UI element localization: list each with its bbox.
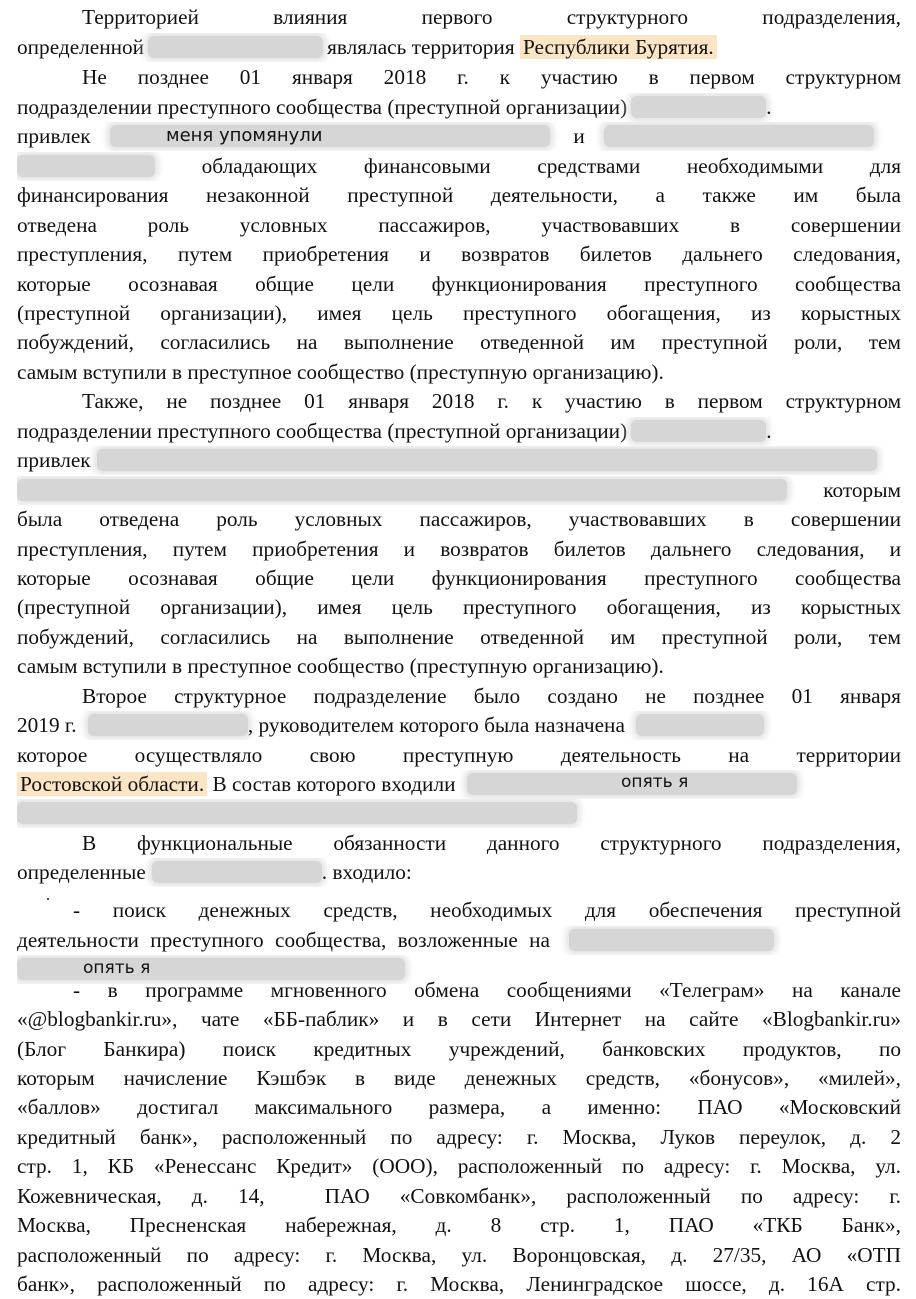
word: деятельность <box>560 743 681 767</box>
word: осуществляло <box>134 743 263 767</box>
bullet2-line-1 <box>17 976 901 1005</box>
redaction <box>152 861 322 883</box>
word: подразделения, <box>762 5 901 29</box>
p2-line-7 <box>17 240 901 269</box>
text: привлек <box>17 124 91 148</box>
overlay-again-me-2: опять я <box>83 958 151 978</box>
text: обладающих финансовыми средствами необходимыми для <box>201 154 901 178</box>
p2-line-10 <box>17 328 901 357</box>
text: - в программе мгновенного обмена сообщениями «Телеграм» на канале <box>73 978 901 1002</box>
redaction <box>17 155 155 177</box>
word: не <box>166 389 188 413</box>
word: Также, <box>82 389 144 413</box>
word: позднее <box>210 389 282 413</box>
p3-line-2: подразделении преступного сообщества (преступной организации) . <box>17 419 772 443</box>
redaction <box>17 479 787 501</box>
text: банк», расположенный по адресу: г. Москва, Ленинградское шоссе, д. 16А стр. <box>17 1272 901 1296</box>
p3-line-10 <box>17 652 901 681</box>
word: участию <box>565 389 642 413</box>
text: самым вступили в преступное сообщество (преступную организацию). <box>17 654 664 678</box>
text: самым вступили в преступное сообщество (преступную организацию). <box>17 360 664 384</box>
word: Второе <box>82 684 147 708</box>
bullet2-line-2 <box>17 1005 901 1034</box>
bullet2-line-3 <box>17 1035 901 1064</box>
p2-line-3 <box>17 122 901 151</box>
p3-line-9 <box>17 623 901 652</box>
text: подразделении преступного сообщества (преступной организации) <box>17 95 628 119</box>
text: преступления, путем приобретения и возвратов билетов дальнего следования, <box>17 242 901 266</box>
p2-line-8 <box>17 270 901 299</box>
text: . входило: <box>321 860 412 884</box>
text: В функциональные обязанности данного структурного подразделения, <box>82 831 901 855</box>
bullet2-line-8 <box>17 1182 901 1211</box>
text: , руководителем которого была назначена <box>247 713 625 737</box>
p5-line-2 <box>17 858 901 887</box>
p3-line-8 <box>17 593 901 622</box>
word: структурное <box>174 684 287 708</box>
text: В состав которого входили <box>212 772 456 796</box>
p2-line-9 <box>17 299 901 328</box>
bullet2-line-10 <box>17 1241 901 1270</box>
word: позднее <box>137 65 209 89</box>
text: которым <box>823 478 901 502</box>
text: побуждений, согласились на выполнение отведенной им преступной роли, тем <box>17 625 901 649</box>
word: создано <box>547 684 618 708</box>
bullet2-line-11 <box>17 1270 901 1299</box>
text: преступления, путем приобретения и возвратов билетов дальнего следования, и <box>17 537 901 561</box>
p2-line-6 <box>17 211 901 240</box>
p4-line-3 <box>17 741 901 770</box>
text: - поиск денежных средств, необходимых для обеспечения преступной <box>73 898 901 922</box>
p4-line-2 <box>17 711 901 740</box>
text: Кожевническая, д. 14, ПАО «Совкомбанк», расположенный по адресу: г. <box>17 1184 901 1208</box>
word: влияния <box>273 5 348 29</box>
p2-line-5 <box>17 181 901 210</box>
text: которые осознавая общие цели функционирования преступного сообщества <box>17 272 901 296</box>
word: свою <box>309 743 356 767</box>
text: определенной <box>17 35 145 59</box>
overlay-mentioned-me: меня упомянули <box>166 125 323 146</box>
text: (Блог Банкира) поиск кредитных учреждений, банковских продуктов, по <box>17 1037 901 1061</box>
p3-line-6 <box>17 535 901 564</box>
p2-line-4 <box>17 152 901 181</box>
text: деятельности преступного сообщества, возложенные на <box>17 928 550 952</box>
text: стр. 1, КБ «Ренессанс Кредит» (ООО), расположенный по адресу: г. Москва, ул. <box>17 1154 901 1178</box>
p3-line-3 <box>17 446 901 475</box>
redaction <box>631 420 766 442</box>
p2-line-2: подразделении преступного сообщества (преступной организации) . <box>17 95 772 119</box>
text: 2019 г. <box>17 713 77 737</box>
text: финансирования незаконной преступной деятельности, а также им была <box>17 183 901 207</box>
word: 2018 <box>431 389 475 413</box>
word: структурном <box>785 65 901 89</box>
p4-line-5 <box>17 799 901 828</box>
word: подразделение <box>313 684 447 708</box>
word: первом <box>697 389 763 413</box>
word: Территорией <box>82 5 199 29</box>
word: к <box>531 389 543 413</box>
word: на <box>728 743 750 767</box>
highlight-rostov: Ростовской области. <box>17 772 207 796</box>
text: которые осознавая общие цели функционирования преступного сообщества <box>17 566 901 590</box>
p2-line-11 <box>17 358 901 387</box>
word: 01 <box>239 65 262 89</box>
text: и <box>573 124 585 148</box>
bullet2-line-4 <box>17 1064 901 1093</box>
p1-line-2 <box>17 33 901 62</box>
redaction <box>631 96 766 118</box>
p3-line-5 <box>17 505 901 534</box>
p4-line-4 <box>17 770 901 799</box>
word: 01 <box>791 684 813 708</box>
bullet1-line-2 <box>17 926 901 955</box>
text: «баллов» достигал максимального размера, а именно: ПАО «Московский <box>17 1095 901 1119</box>
p3-line-1 <box>17 387 901 416</box>
text: (преступной организации), имея цель преступного обогащения, из корыстных <box>17 301 901 325</box>
word: к <box>499 65 511 89</box>
word: января <box>291 65 353 89</box>
word: участию <box>540 65 618 89</box>
bullet1-line-1 <box>17 896 901 925</box>
word: января <box>840 684 901 708</box>
text: отведена роль условных пассажиров, участвовавших в совершении <box>17 213 901 237</box>
redaction <box>97 449 877 471</box>
text: являлась территория <box>327 35 515 59</box>
text: кредитный банк», расположенный по адресу: г. Москва, Луков переулок, д. 2 <box>17 1125 901 1149</box>
redaction <box>569 929 774 951</box>
p4-line-1 <box>17 682 901 711</box>
word: г. <box>457 65 469 89</box>
word: первом <box>689 65 755 89</box>
text: побуждений, согласились на выполнение отведенной им преступной роли, тем <box>17 330 901 354</box>
bullet2-line-7 <box>17 1152 901 1181</box>
word: в <box>664 389 675 413</box>
overlay-again-me-1: опять я <box>621 772 689 792</box>
p5-line-1 <box>17 829 901 858</box>
word: первого <box>421 5 493 29</box>
redaction <box>636 714 764 736</box>
text: подразделении преступного сообщества (преступной организации) <box>17 419 628 443</box>
text: (преступной организации), имея цель преступного обогащения, из корыстных <box>17 595 901 619</box>
bullet2-line-9 <box>17 1211 901 1240</box>
text: которым начисление Кэшбэк в виде денежных средств, «бонусов», «милей», <box>17 1066 901 1090</box>
redaction <box>604 125 874 147</box>
bullet2-line-6 <box>17 1123 901 1152</box>
word: 2018 <box>383 65 427 89</box>
p1-line-1 <box>17 3 901 32</box>
word: преступную <box>402 743 514 767</box>
word: территории <box>796 743 901 767</box>
redaction <box>17 802 577 824</box>
word: января <box>348 389 410 413</box>
text: была отведена роль условных пассажиров, участвовавших в совершении <box>17 507 901 531</box>
highlight-buryatia: Республики Бурятия. <box>520 35 717 59</box>
word: позднее <box>693 684 765 708</box>
text: «@blogbankir.ru», чате «ББ-паблик» и в сети Интернет на сайте «Blogbankir.ru» <box>17 1007 901 1031</box>
word: структурном <box>785 389 901 413</box>
text: привлек <box>17 448 91 472</box>
text: определенные <box>17 860 146 884</box>
word: не <box>645 684 666 708</box>
word: структурного <box>566 5 689 29</box>
word: г. <box>497 389 509 413</box>
p3-line-7 <box>17 564 901 593</box>
text: Москва, Пресненская набережная, д. 8 стр. 1, ПАО «ТКБ Банк», <box>17 1213 901 1237</box>
word: 01 <box>304 389 326 413</box>
word: в <box>648 65 659 89</box>
p2-line-1 <box>17 63 901 92</box>
bullet2-line-5 <box>17 1093 901 1122</box>
word: которое <box>17 743 88 767</box>
p3-line-4 <box>17 476 901 505</box>
word: было <box>473 684 521 708</box>
redaction <box>148 36 323 58</box>
word: Не <box>82 65 107 89</box>
text: расположенный по адресу: г. Москва, ул. Воронцовская, д. 27/35, АО «ОТП <box>17 1243 901 1267</box>
redaction <box>88 714 248 736</box>
